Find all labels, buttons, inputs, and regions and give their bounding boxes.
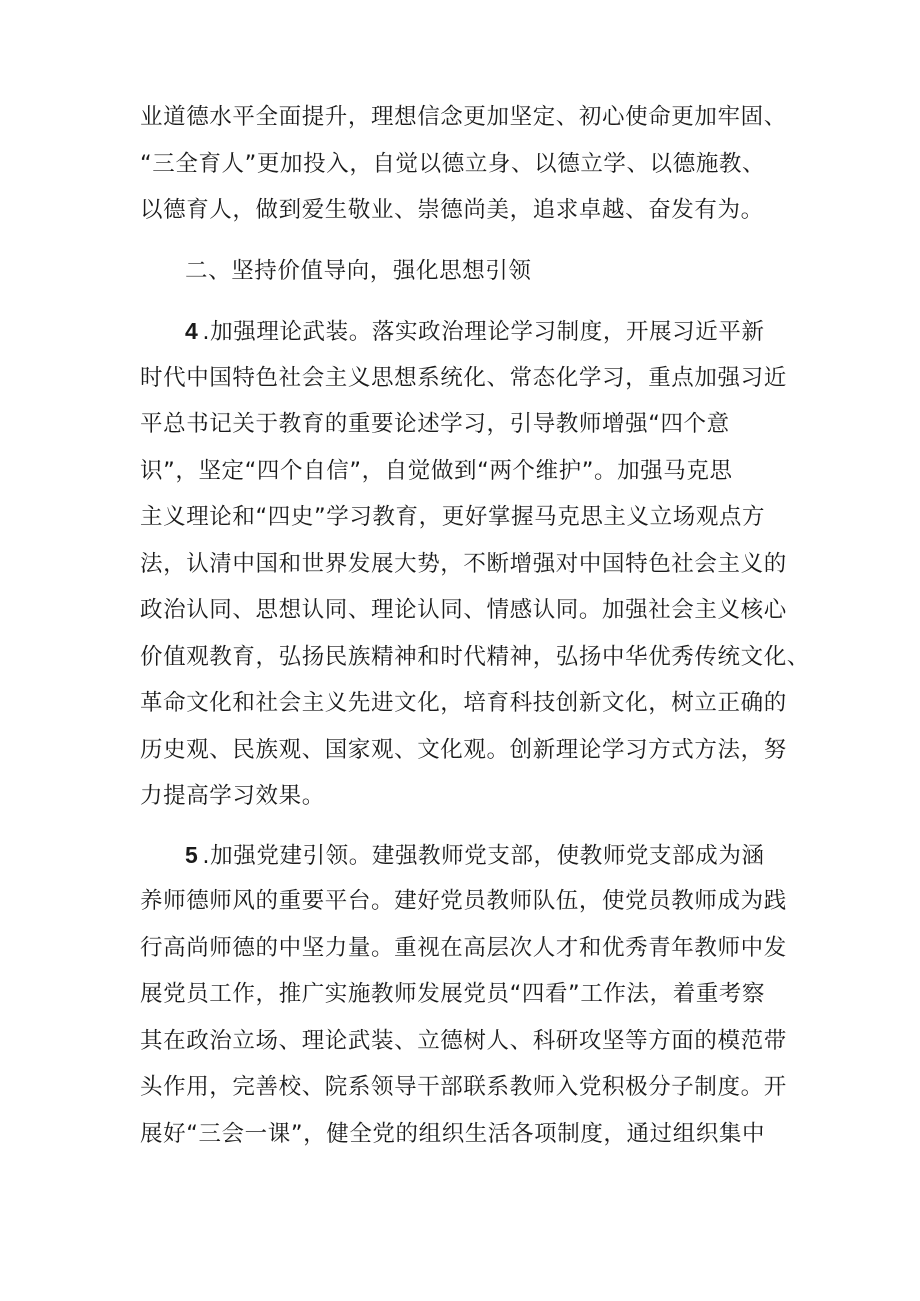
text-line: 力提高学习效果。 xyxy=(140,783,325,809)
text-line: 以德育人，做到爱生敬业、崇德尚美，追求卓越、奋发有为。 xyxy=(140,197,764,223)
text-line: 政治认同、思想认同、理论认同、情感认同。加强社会主义核心 xyxy=(140,597,787,623)
text-line: 养师德师风的重要平台。建好党员教师队伍，使党员教师成为践 xyxy=(140,888,787,914)
text-line xyxy=(140,308,785,355)
text-line: 时代中国特色社会主义思想系统化、常态化学习，重点加强习近 xyxy=(140,364,787,391)
text-line: 其在政治立场、理论武装、立德树人、科研攻坚等方面的模范带 xyxy=(140,1027,787,1054)
item-title-line: .加强党建引领。建强教师党支部，使教师党支部成为涵 xyxy=(202,842,765,869)
text-line: 历史观、民族观、国家观、文化观。创新理论学习方式方法，努 xyxy=(140,736,787,763)
text-line: 业道德水平全面提升，理想信念更加坚定、初心使命更加牢固、 xyxy=(140,104,787,130)
text-line: 展党员工作，推广实施教师发展党员“四看”工作法，着重考察 xyxy=(140,981,766,1007)
text-line: 革命文化和社会主义先进文化，培育科技创新文化，树立正确的 xyxy=(140,690,787,716)
item-title-line: .加强理论武装。落实政治理论学习制度，开展习近平新 xyxy=(202,319,765,345)
item-number: 5 xyxy=(185,841,199,868)
item-number: 4 xyxy=(185,318,199,344)
text-line xyxy=(140,832,785,879)
text-line: 平总书记关于教育的重要论述学习，引导教师增强“四个意 xyxy=(140,411,730,437)
text-line: 法，认清中国和世界发展大势，不断增强对中国特色社会主义的 xyxy=(140,550,787,577)
text-line: 主义理论和“四史”学习教育，更好掌握马克思主义立场观点方 xyxy=(140,504,766,530)
intro-paragraph xyxy=(140,94,785,234)
item-5-paragraph xyxy=(140,832,785,1158)
text-line: 展好“三会一课”，健全党的组织生活各项制度，通过组织集中 xyxy=(140,1120,766,1147)
text-line: “三全育人”更加投入，自觉以德立身、以德立学、以德施教、 xyxy=(140,150,766,177)
text-line: 头作用，完善校、院系领导干部联系教师入党积极分子制度。开 xyxy=(140,1074,787,1100)
text-line: 价值观教育，弘扬民族精神和时代精神，弘扬中华优秀传统文化、 xyxy=(140,643,810,670)
text-line: 识”，坚定“四个自信”，自觉做到“两个维护”。加强马克思 xyxy=(140,457,733,484)
text-line: 行高尚师德的中坚力量。重视在高层次人才和优秀青年教师中发 xyxy=(140,934,787,961)
document-page xyxy=(140,94,810,1157)
section-heading xyxy=(140,248,785,295)
item-4-paragraph xyxy=(140,308,810,820)
section-heading-text: 二、坚持价值导向，强化思想引领 xyxy=(185,257,532,284)
